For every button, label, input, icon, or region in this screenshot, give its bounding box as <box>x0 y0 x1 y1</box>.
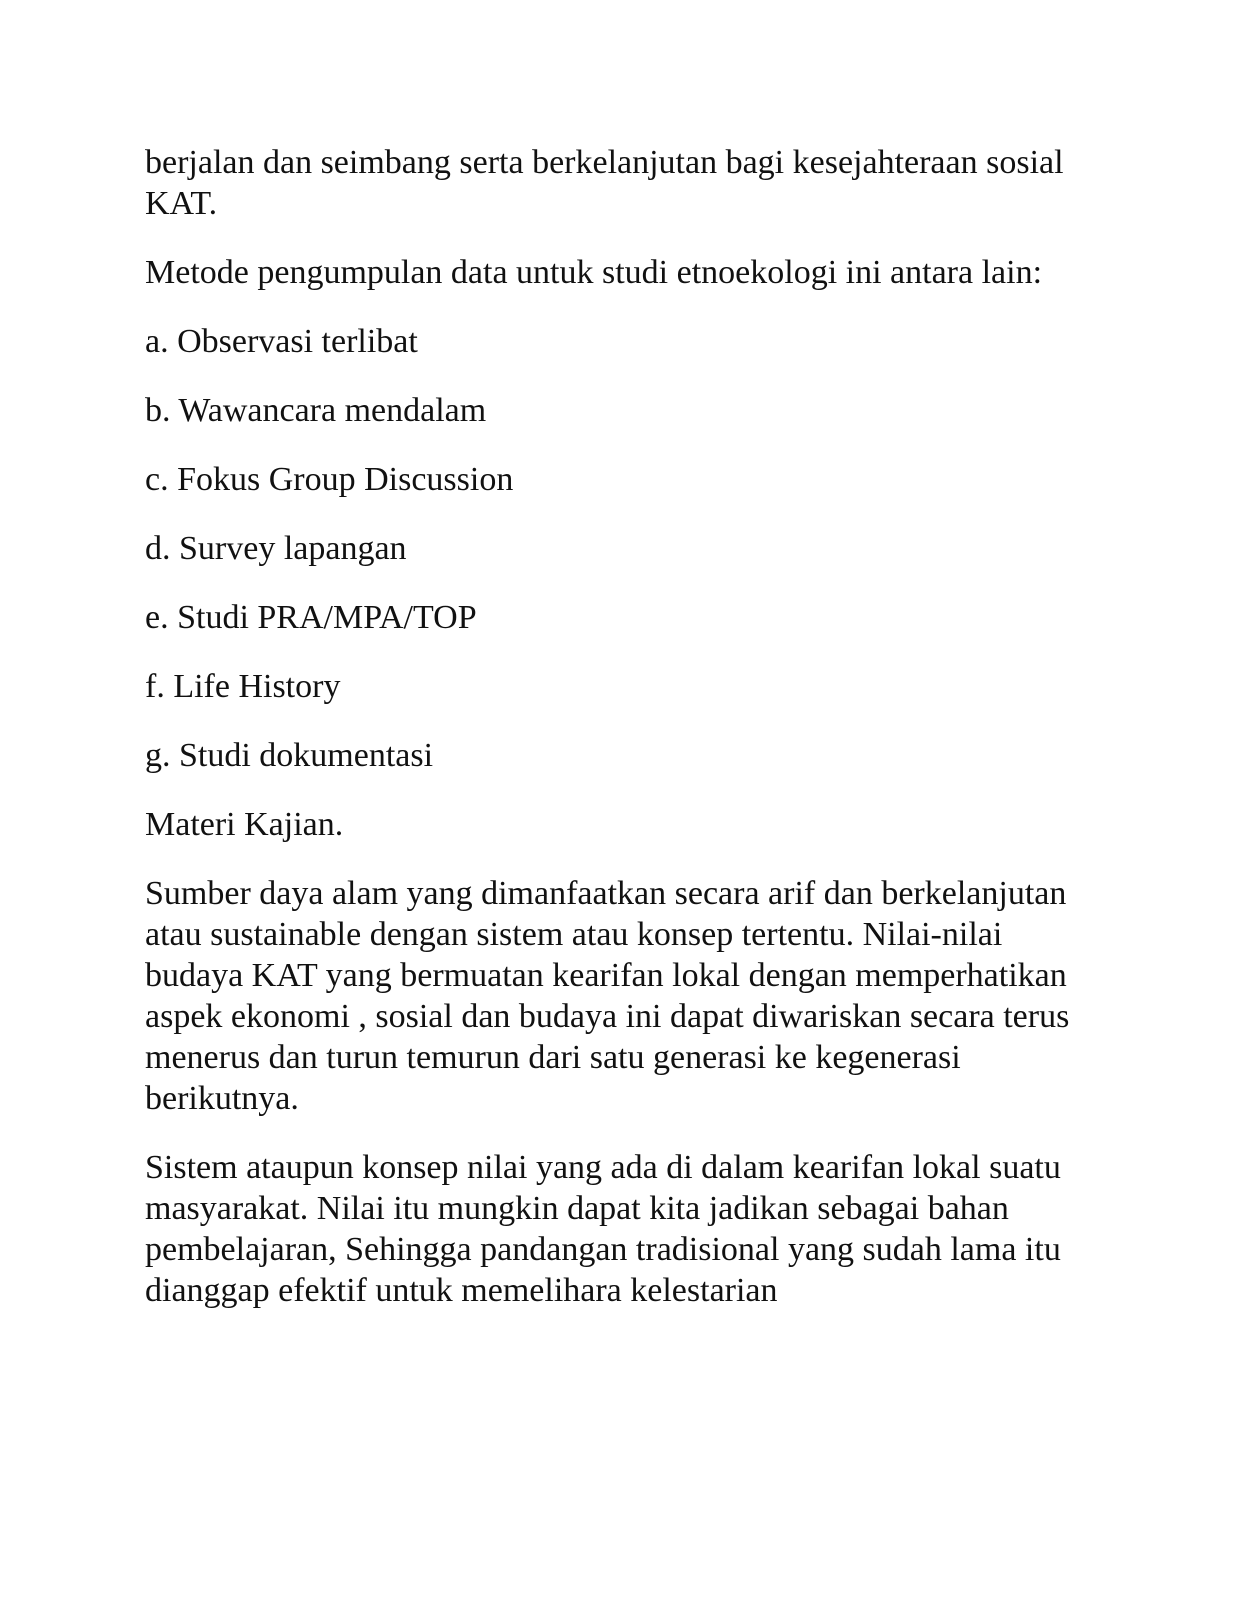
section-heading: Materi Kajian. <box>145 806 344 843</box>
list-item: c. Fokus Group Discussion <box>145 461 514 498</box>
list-item: g. Studi dokumentasi <box>145 737 434 774</box>
list-item: a. Observasi terlibat <box>145 323 418 360</box>
list-item: d. Survey lapangan <box>145 530 407 567</box>
paragraph-body-1: Sumber daya alam yang dimanfaatkan secara arif dan berkelanjutan atau sustainable dengan sistem atau konsep tertentu. Nilai-nilai budaya KAT yang bermuatan kearifan lokal dengan memperhatikan aspek ekonomi , sosial dan budaya ini dapat diwariskan secara terus menerus dan turun temurun dari satu generasi ke kegenerasi berikutnya. <box>145 875 1070 1117</box>
methods-list <box>145 321 1075 776</box>
list-item: b. Wawancara mendalam <box>145 392 487 429</box>
paragraph-methods-intro: Metode pengumpulan data untuk studi etnoekologi ini antara lain: <box>145 254 1043 291</box>
paragraph-intro-continuation: berjalan dan seimbang serta berkelanjutan bagi kesejahteraan sosial KAT. <box>145 144 1064 222</box>
list-item: e. Studi PRA/MPA/TOP <box>145 599 477 636</box>
list-item: f. Life History <box>145 668 341 705</box>
document-page <box>145 142 1075 1339</box>
paragraph-body-2: Sistem ataupun konsep nilai yang ada di dalam kearifan lokal suatu masyarakat. Nilai itu mungkin dapat kita jadikan sebagai bahan pembelajaran, Sehingga pandangan tradisional yang sudah lama itu dianggap efektif untuk memelihara kelestarian <box>145 1149 1061 1309</box>
